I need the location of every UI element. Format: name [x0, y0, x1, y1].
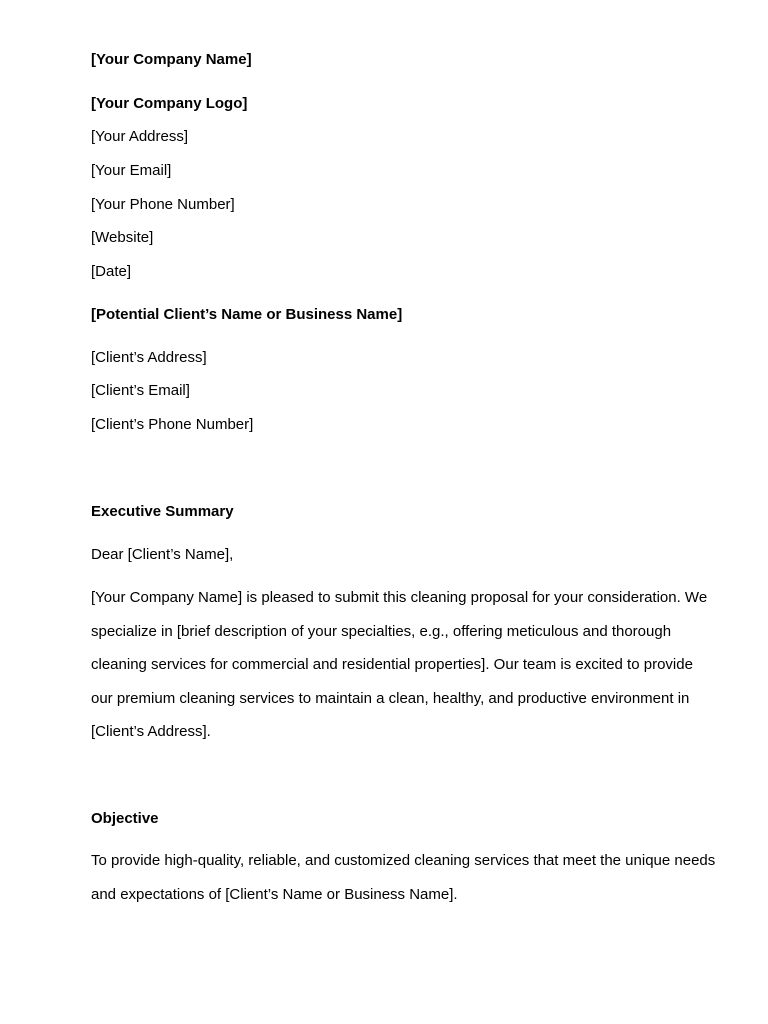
sender-phone: [Your Phone Number]: [91, 196, 235, 213]
sender-address: [Your Address]: [91, 128, 189, 145]
salutation: Dear [Client’s Name],: [91, 546, 234, 563]
sender-company-name: [Your Company Name]: [91, 51, 252, 68]
recipient-address: [Client’s Address]: [91, 349, 207, 366]
recipient-phone: [Client’s Phone Number]: [91, 416, 254, 433]
executive-summary-heading: Executive Summary: [91, 503, 234, 520]
objective-heading: Objective: [91, 810, 159, 827]
letter-date: [Date]: [91, 263, 132, 280]
objective-paragraph: To provide high-quality, reliable, and customized cleaning services that meet the unique needs and expectations of [Client’s Name or Business Name].: [91, 852, 716, 903]
recipient-email: [Client’s Email]: [91, 382, 190, 399]
sender-email: [Your Email]: [91, 162, 172, 179]
sender-company-logo: [Your Company Logo]: [91, 95, 248, 112]
recipient-name: [Potential Client’s Name or Business Name]: [91, 306, 403, 323]
executive-summary-paragraph: [Your Company Name] is pleased to submit this cleaning proposal for your consideration. We specialize in [brief description of your specialties, e.g., offering meticulous and thorough cleaning services for commercial and residential properties]. Our team is excited to provide our premium cleaning services to maintain a clean, healthy, and productive environment in [Client’s Address].: [91, 589, 708, 740]
sender-website: [Website]: [91, 229, 154, 246]
